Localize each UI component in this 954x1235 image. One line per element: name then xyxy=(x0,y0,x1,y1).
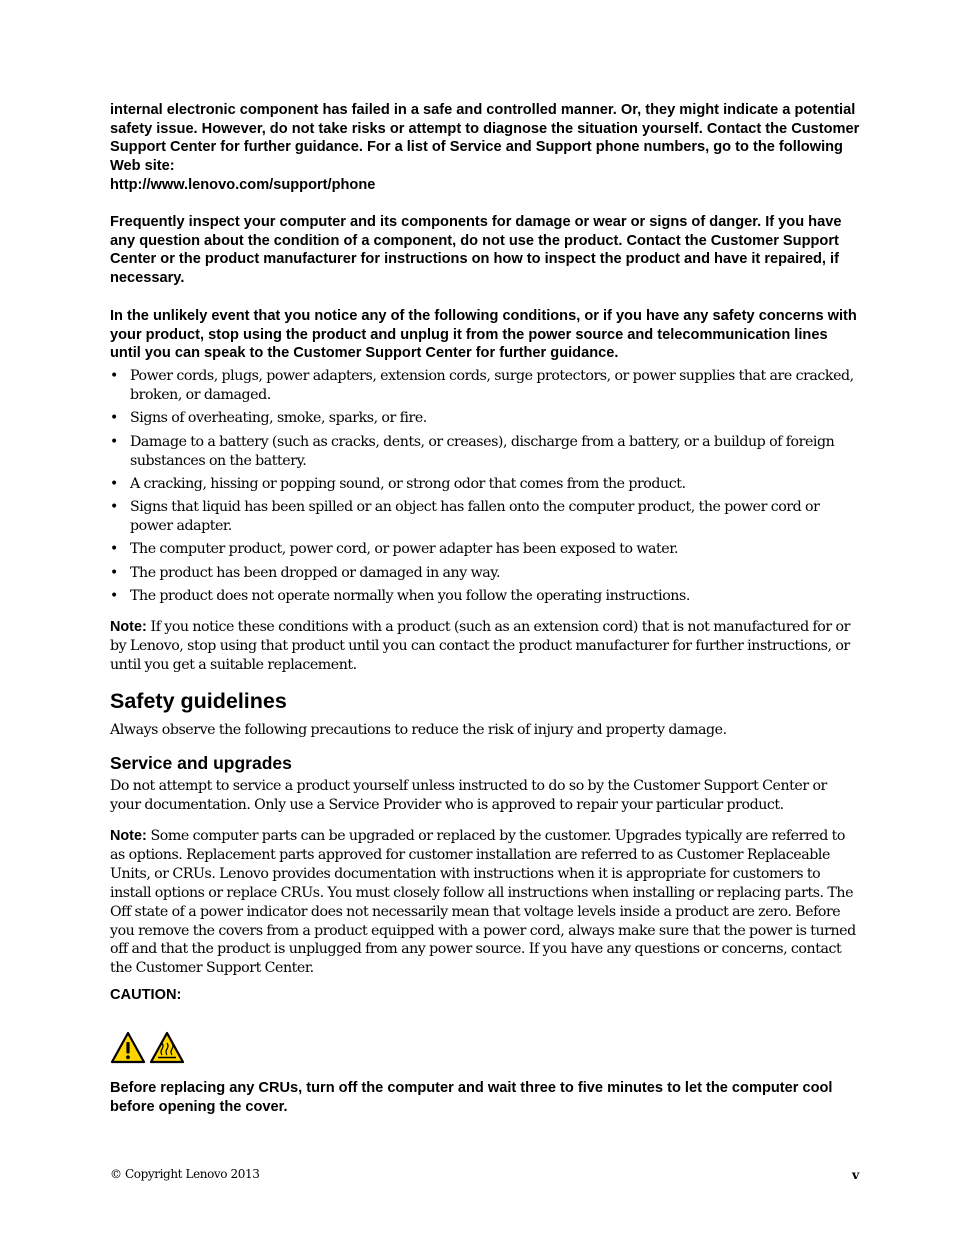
list-item xyxy=(110,475,860,494)
bullet-icon: • xyxy=(110,499,118,515)
list-item-text: Signs that liquid has been spilled or an object has fallen onto the computer product, the power cord or power adapter. xyxy=(130,499,820,534)
list-item-text: Damage to a battery (such as cracks, dents, or creases), discharge from a battery, or a buildup of foreign substances on the battery. xyxy=(130,434,835,469)
conditions-paragraph: In the unlikely event that you notice any of the following conditions, or if you have any safety concerns with your product, stop using the product and unplug it from the power source and telecommunication lines until you can speak to the Customer Support Center for further guidance. xyxy=(110,308,857,362)
caution-label: CAUTION: xyxy=(110,987,182,1003)
bullet-icon: • xyxy=(110,410,118,426)
note-label: Note: xyxy=(110,619,147,635)
page-number: v xyxy=(852,1167,860,1182)
note-paragraph xyxy=(110,618,860,675)
intro-text: internal electronic component has failed in a safe and controlled manner. Or, they might indicate a potential safety issue. However, do not take risks or attempt to diagnose the situation yourself. Contact the Customer Support Center for further guidance. For a list of Service and Support phone numbers, go to the following Web site: xyxy=(110,102,860,175)
inspect-paragraph: Frequently inspect your computer and its components for damage or wear or signs of danger. If you have any question about the condition of a component, do not use the product. Contact the Customer Support Center or the product manufacturer for instructions on how to inspect the product and have it repaired, if necessary. xyxy=(110,214,842,287)
list-item xyxy=(110,540,860,559)
list-item xyxy=(110,498,860,536)
support-url: http://www.lenovo.com/support/phone xyxy=(110,176,376,193)
note-text: If you notice these conditions with a product (such as an extension cord) that is not manufactured for or by Lenovo, stop using that product until you can contact the product manufacturer for further instructions, or until you get a suitable replacement. xyxy=(110,619,850,673)
list-item-text: Signs of overheating, smoke, sparks, or fire. xyxy=(130,410,427,426)
list-item xyxy=(110,564,860,583)
list-item xyxy=(110,433,860,471)
section-heading: Safety guidelines xyxy=(110,689,287,713)
note-text: Some computer parts can be upgraded or replaced by the customer. Upgrades typically are referred to as options. Replacement parts approved for customer installation are referred to as Customer Replaceable Units, or CRUs. Lenovo provides documentation with instructions when it is appropriate for customers to install options or replace CRUs. You must closely follow all instructions when installing or replacing parts. The Off state of a power indicator does not necessarily mean that voltage levels inside a product are zero. Before you remove the covers from a product equipped with a power cord, always make sure that the power is turned off and that the product is unplugged from any power source. If you have any questions or concerns, contact the Customer Support Center. xyxy=(110,828,856,977)
bullet-icon: • xyxy=(110,434,118,450)
caution-icons xyxy=(110,1031,190,1065)
note-paragraph xyxy=(110,827,860,978)
list-item-text: Power cords, plugs, power adapters, extension cords, surge protectors, or power supplies that are cracked, broken, or damaged. xyxy=(130,368,854,403)
list-item-text: The computer product, power cord, or power adapter has been exposed to water. xyxy=(130,541,679,557)
note-label: Note: xyxy=(110,828,147,844)
bullet-icon: • xyxy=(110,476,118,492)
hot-surface-icon xyxy=(149,1031,185,1065)
list-item xyxy=(110,409,860,428)
warning-triangle-icon xyxy=(110,1031,146,1065)
bullet-icon: • xyxy=(110,565,118,581)
list-item-text: The product has been dropped or damaged in any way. xyxy=(130,565,501,581)
caution-text: Before replacing any CRUs, turn off the computer and wait three to five minutes to let the computer cool before opening the cover. xyxy=(110,1080,833,1115)
section-intro: Always observe the following precautions to reduce the risk of injury and property damage. xyxy=(110,722,727,738)
list-item xyxy=(110,367,860,405)
subsection-heading: Service and upgrades xyxy=(110,753,292,773)
list-item-text: The product does not operate normally when you follow the operating instructions. xyxy=(130,588,690,604)
bullet-icon: • xyxy=(110,588,118,604)
bullet-icon: • xyxy=(110,368,118,384)
bullet-icon: • xyxy=(110,541,118,557)
service-paragraph: Do not attempt to service a product yourself unless instructed to do so by the Customer Support Center or your documentation. Only use a Service Provider who is approved to repair your particular product. xyxy=(110,778,827,813)
list-item xyxy=(110,587,860,606)
footer-copyright: © Copyright Lenovo 2013 xyxy=(110,1167,260,1181)
intro-paragraph xyxy=(110,101,860,195)
list-item-text: A cracking, hissing or popping sound, or strong odor that comes from the product. xyxy=(130,476,686,492)
